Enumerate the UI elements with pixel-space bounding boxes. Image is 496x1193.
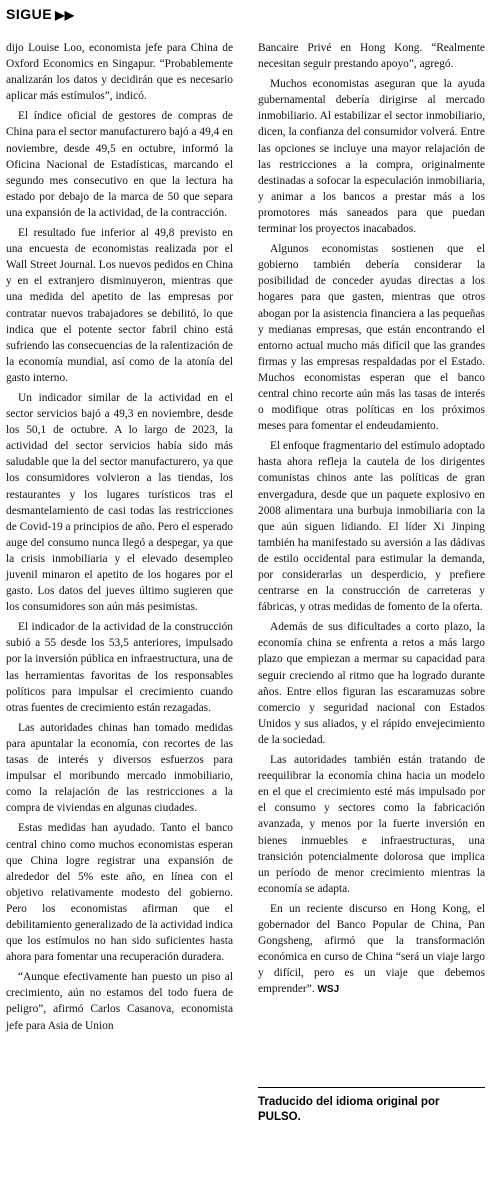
paragraph: Un indicador similar de la actividad en el sector servicios bajó a 49,3 en noviembre, desde los 50,1 de octubre. A lo largo de 2023, la actividad del sector servicios había sido más saludable que la del sector manufacturero, ya que los consumidores volvieron a las tiendas, los restaurantes y los lugares turísticos tras el desmantelamiento de casi todas las restricciones de Covid-19 a principios de año. Pero el esperado auge del consumo nunca llegó a despegar, ya que la crisis inmobiliaria y el elevado desempleo juvenil minaron el apetito de los hogares por el gasto. Los datos del jueves último sugieren que los consumidores son aún más pesimistas. [6,391,233,614]
paragraph-final [258,901,485,999]
paragraph: Algunos economistas sostienen que el gobierno también debería considerar la posibilidad de conceder ayudas directas a los hogares para que gasten, mientras que otros abogan por la asistencia financiera a las pequeñas y medianas empresas, que están encontrando el entorno actual mucho más difícil que las grandes firmas y las empresas respaldadas por el Estado. Muchos economistas esperan que el banco central chino recorte aún más las tasas de interés o modifique otras políticas en los próximos meses para fomentar el endeudamiento. [258,243,485,433]
article-column-left [6,40,233,1038]
paragraph: El indicador de la actividad de la construcción subió a 55 desde los 53,5 anteriores, impulsado por la inversión pública en infraestructura, una de las herramientas favoritas de los responsables políticos para impulsar el crecimiento cuando otras fuentes de crecimiento están rezagadas. [6,621,233,714]
paragraph: Muchos economistas aseguran que la ayuda gubernamental debería dirigirse al mercado inmobiliario. Al estabilizar el sector inmobiliario, dicen, la confianza del consumidor volverá. Entre las opciones se incluye una mayor relajación de las restricciones a la compra, originalmente destinadas a sofocar la especulación inmobiliaria, y animar a los bancos a prestar más a los promotores más saneados para que puedan terminar los proyectos inacabados. [258,78,485,236]
continuation-label: SIGUE [6,6,53,22]
double-arrow-icon: ▶▶ [55,8,75,22]
paragraph: El índice oficial de gestores de compras de China para el sector manufacturero bajó a 49,4 en noviembre, desde 49,5 en octubre, informó la Oficina Nacional de Estadísticas, marcando el segundo mes consecutivo en que la lectura ha estado por debajo de la marca de 50 que separa una expansión de la actividad, de la contracción. [6,110,233,219]
credit-divider [258,1087,485,1088]
source-signature: WSJ [317,984,340,996]
paragraph: Bancaire Privé en Hong Kong. “Realmente necesitan seguir prestando apoyo”, agregó. [258,42,485,71]
paragraph: dijo Louise Loo, economista jefe para China de Oxford Economics en Singapur. “Probablemente analizarán los datos y decidirán que es necesario aplicar más estímulos”, indicó. [6,42,233,103]
article-column-right [258,40,485,1002]
paragraph: El resultado fue inferior al 49,8 previsto en una encuesta de economistas realizada por el Wall Street Journal. Los nuevos pedidos en China y en el extranjero disminuyeron, mientras que una medida del apetito de las empresas por contratar nuevos trabajadores se debilitó, lo que indica que el potente sector fabril chino está sufriendo las consecuencias de la ralentización de la economía mundial, así como de la atonía del gasto interno. [6,227,233,384]
paragraph: “Aunque efectivamente han puesto un piso al crecimiento, aún no estamos del todo fuera de peligro”, afirmó Carlos Casanova, economista jefe para Asia de Union [6,971,233,1032]
paragraph: Las autoridades también están tratando de reequilibrar la economía china hacia un modelo en el que el crecimiento esté más impulsado por el consumo y sectores como la fabricación avanzada, y menos por la fuerte inversión en bienes inmuebles e infraestructuras, una transición potencialmente dolorosa que implica un período de menor crecimiento mientras la economía se adapta. [258,754,485,895]
translation-credit: Traducido del idioma original por PULSO. [258,1096,440,1123]
paragraph: El enfoque fragmentario del estímulo adoptado hasta ahora refleja la cautela de los dirigentes comunistas chinos ante las políticas de gran envergadura, desde que un paquete explosivo en 2008 alimentara una burbuja inmobiliaria con la que aún siguen lidiando. El líder Xi Jinping también ha manifestado su aversión a las dádivas de estilo occidental para estimular la demanda, por considerarlas un desperdicio, y prefiere centrarse en la construcción de carreteras y fábricas, y otras medidas de fomento de la oferta. [258,440,485,614]
paragraph-text: En un reciente discurso en Hong Kong, el gobernador del Banco Popular de China, Pan Gongsheng, afirmó que la transformación económica en curso de China “será un viaje largo y difícil, pero es un viaje que debemos emprender”. [258,902,485,996]
paragraph: Además de sus dificultades a corto plazo, la economía china se enfrenta a retos a más largo plazo que empiezan a mermar su capacidad para seguir creciendo al ritmo que ha logrado durante años. Entre ellos figuran las escaramuzas sobre comercio y seguridad nacional con Estados Unidos y sus aliados, y el rápido envejecimiento de la sociedad. [258,621,485,746]
paragraph: Las autoridades chinas han tomado medidas para apuntalar la economía, con recortes de las tasas de interés y diversos esfuerzos para impulsar el moribundo mercado inmobiliario, como la relajación de las restricciones a la compra de viviendas en algunas ciudades. [6,721,233,815]
paragraph: Estas medidas han ayudado. Tanto el banco central chino como muchos economistas esperan que China logre registrar una expansión de alrededor del 5% este año, en línea con el objetivo relativamente modesto del gobierno. Pero los economistas afirman que el debilitamiento generalizado de la actividad indica que los estímulos no han sido suficientes hasta ahora para fomentar una recuperación duradera. [6,822,233,964]
continuation-header [6,6,75,22]
